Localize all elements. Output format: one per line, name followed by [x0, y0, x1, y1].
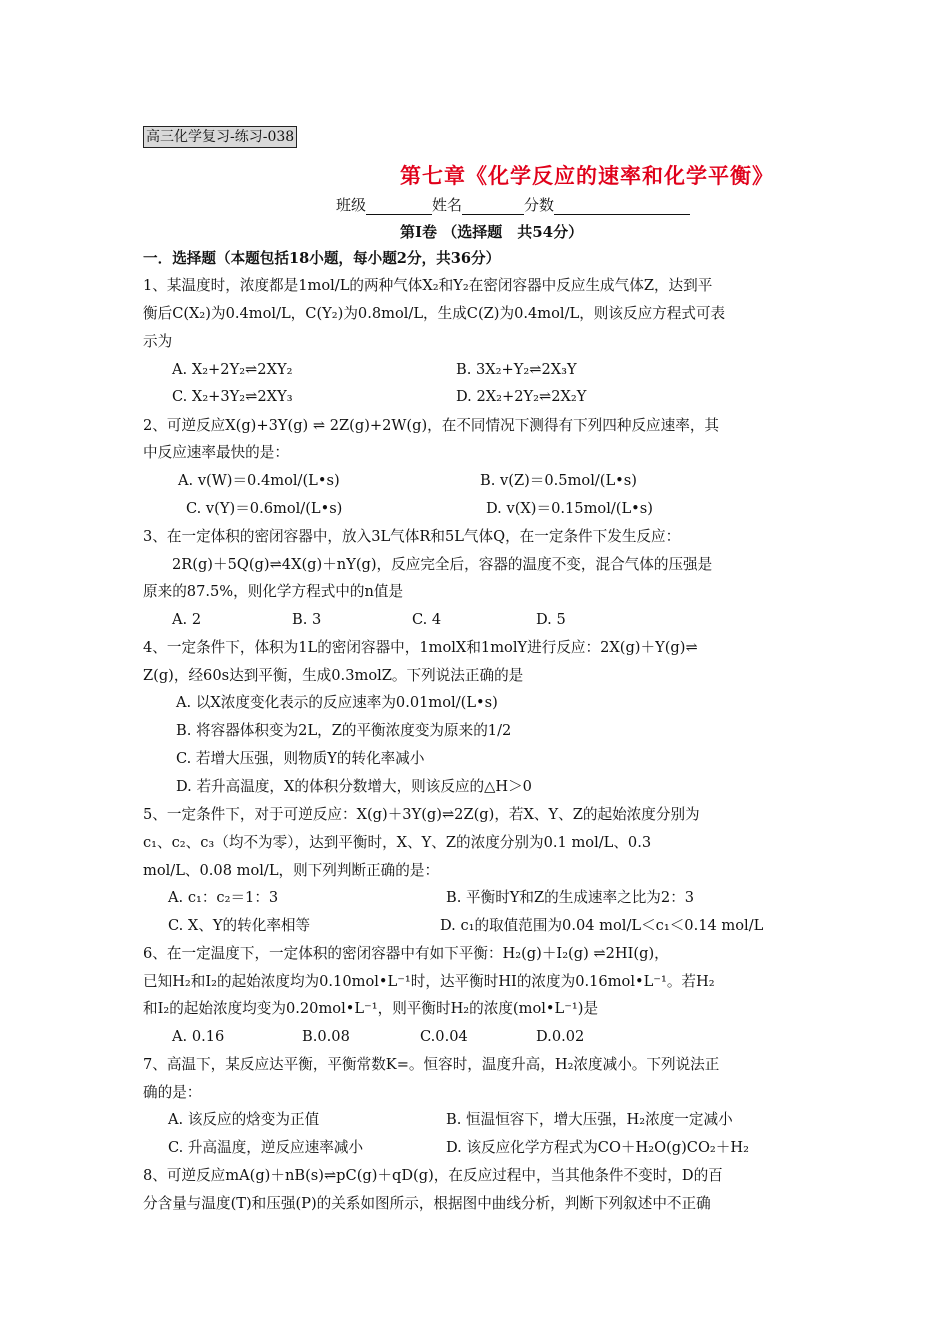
q6-option-b: B.0.08: [302, 1028, 350, 1045]
q2-option-d: D. v(X)＝0.15mol/(L•s): [486, 500, 653, 517]
q6-line1: 6、在一定温度下，一定体积的密闭容器中有如下平衡：H₂(g)＋I₂(g) ⇌2HI(g)，: [143, 945, 669, 962]
q5-option-a: A. c₁：c₂＝1：3: [168, 889, 279, 906]
student-info-line: [336, 194, 690, 215]
section-heading: 一．选择题（本题包括18小题，每小题2分，共36分）: [143, 250, 501, 267]
q2-line2: 中反应速率最快的是：: [143, 444, 289, 461]
q8-line1: 8、可逆反应mA(g)＋nB(s)⇌pC(g)＋qD(g)，在反应过程中，当其他条件不变时，D的百: [143, 1167, 723, 1184]
q5-option-c: C. X、Y的转化率相等: [168, 917, 311, 934]
q7-option-a: A. 该反应的焓变为正值: [168, 1111, 320, 1128]
score-label: 分数: [524, 196, 555, 214]
name-blank[interactable]: [462, 198, 524, 215]
q3-option-c: C. 4: [412, 611, 442, 628]
class-label: 班级: [336, 196, 367, 214]
q6-option-d: D.0.02: [536, 1028, 585, 1045]
chapter-title: 第七章《化学反应的速率和化学平衡》: [400, 163, 774, 188]
class-blank[interactable]: [366, 198, 432, 215]
q2-option-b: B. v(Z)＝0.5mol/(L•s): [480, 472, 637, 489]
q6-option-a: A. 0.16: [172, 1028, 225, 1045]
q3-line1: 3、在一定体积的密闭容器中，放入3L气体R和5L气体Q，在一定条件下发生反应：: [143, 528, 681, 545]
q6-line2: 已知H₂和I₂的起始浓度均为0.10mol•L⁻¹时，达平衡时HI的浓度为0.16mol•L⁻¹。若H₂: [143, 973, 715, 990]
q7-option-d: D. 该反应化学方程式为CO＋H₂O(g)CO₂＋H₂: [446, 1139, 749, 1156]
q4-option-d: D. 若升高温度，X的体积分数增大，则该反应的△H＞0: [176, 778, 532, 795]
q8-line2: 分含量与温度(T)和压强(P)的关系如图所示，根据图中曲线分析，判断下列叙述中不正确: [143, 1195, 711, 1212]
q1-line1: 1、某温度时，浓度都是1mol/L的两种气体X₂和Y₂在密闭容器中反应生成气体Z，达到平: [143, 277, 713, 294]
q7-line1: 7、高温下，某反应达平衡，平衡常数K=。恒容时，温度升高，H₂浓度减小。下列说法正: [143, 1056, 720, 1073]
q3-line2: 2R(g)＋5Q(g)⇌4X(g)＋nY(g)，反应完全后，容器的温度不变，混合气体的压强是: [172, 556, 713, 573]
volume-title: 第Ⅰ卷 （选择题 共54分）: [400, 223, 584, 241]
q2-option-a: A. v(W)＝0.4mol/(L•s): [178, 472, 340, 489]
q4-line1: 4、一定条件下，体积为1L的密闭容器中，1molX和1molY进行反应：2X(g)＋Y(g)⇌: [143, 639, 698, 656]
q2-option-c: C. v(Y)＝0.6mol/(L•s): [186, 500, 343, 517]
q3-option-b: B. 3: [292, 611, 322, 628]
q6-option-c: C.0.04: [420, 1028, 468, 1045]
q5-line3: mol/L、0.08 mol/L，则下列判断正确的是：: [143, 862, 440, 879]
q6-line3: 和I₂的起始浓度均变为0.20mol•L⁻¹，则平衡时H₂的浓度(mol•L⁻¹)是: [143, 1000, 599, 1017]
q1-line2: 衡后C(X₂)为0.4mol/L，C(Y₂)为0.8mol/L，生成C(Z)为0.4mol/L，则该反应方程式可表: [143, 305, 726, 322]
q2-line1: 2、可逆反应X(g)+3Y(g) ⇌ 2Z(g)+2W(g)，在不同情况下测得有下列四种反应速率，其: [143, 417, 720, 434]
q3-option-d: D. 5: [536, 611, 566, 628]
score-blank[interactable]: [554, 198, 690, 215]
q7-line2: 确的是：: [143, 1084, 202, 1101]
q5-line2: c₁、c₂、c₃（均不为零），达到平衡时，X、Y、Z的浓度分别为0.1 mol/L、0.3: [143, 834, 652, 851]
q5-option-b: B. 平衡时Y和Z的生成速率之比为2：3: [446, 889, 695, 906]
header-tag: 高三化学复习-练习-038: [143, 126, 297, 148]
q1-option-b: B. 3X₂+Y₂⇌2X₃Y: [456, 361, 577, 378]
q4-option-a: A. 以X浓度变化表示的反应速率为0.01mol/(L•s): [176, 694, 498, 711]
q5-option-d: D. c₁的取值范围为0.04 mol/L＜c₁＜0.14 mol/L: [440, 917, 764, 934]
q7-option-b: B. 恒温恒容下，增大压强，H₂浓度一定减小: [446, 1111, 733, 1128]
q5-line1: 5、一定条件下，对于可逆反应：X(g)＋3Y(g)⇌2Z(g)，若X、Y、Z的起始浓度分别为: [143, 806, 700, 823]
q1-option-d: D. 2X₂+2Y₂⇌2X₂Y: [456, 388, 587, 405]
q4-line2: Z(g)，经60s达到平衡，生成0.3molZ。下列说法正确的是: [143, 667, 524, 684]
q3-line3: 原来的87.5%，则化学方程式中的n值是: [143, 583, 404, 600]
q3-option-a: A. 2: [172, 611, 202, 628]
q1-option-c: C. X₂+3Y₂⇌2XY₃: [172, 388, 293, 405]
q7-option-c: C. 升高温度，逆反应速率减小: [168, 1139, 364, 1156]
q4-option-b: B. 将容器体积变为2L，Z的平衡浓度变为原来的1/2: [176, 722, 512, 739]
q1-line3: 示为: [143, 333, 173, 350]
q4-option-c: C. 若增大压强，则物质Y的转化率减小: [176, 750, 425, 767]
q1-option-a: A. X₂+2Y₂⇌2XY₂: [172, 361, 293, 378]
name-label: 姓名: [432, 196, 463, 214]
